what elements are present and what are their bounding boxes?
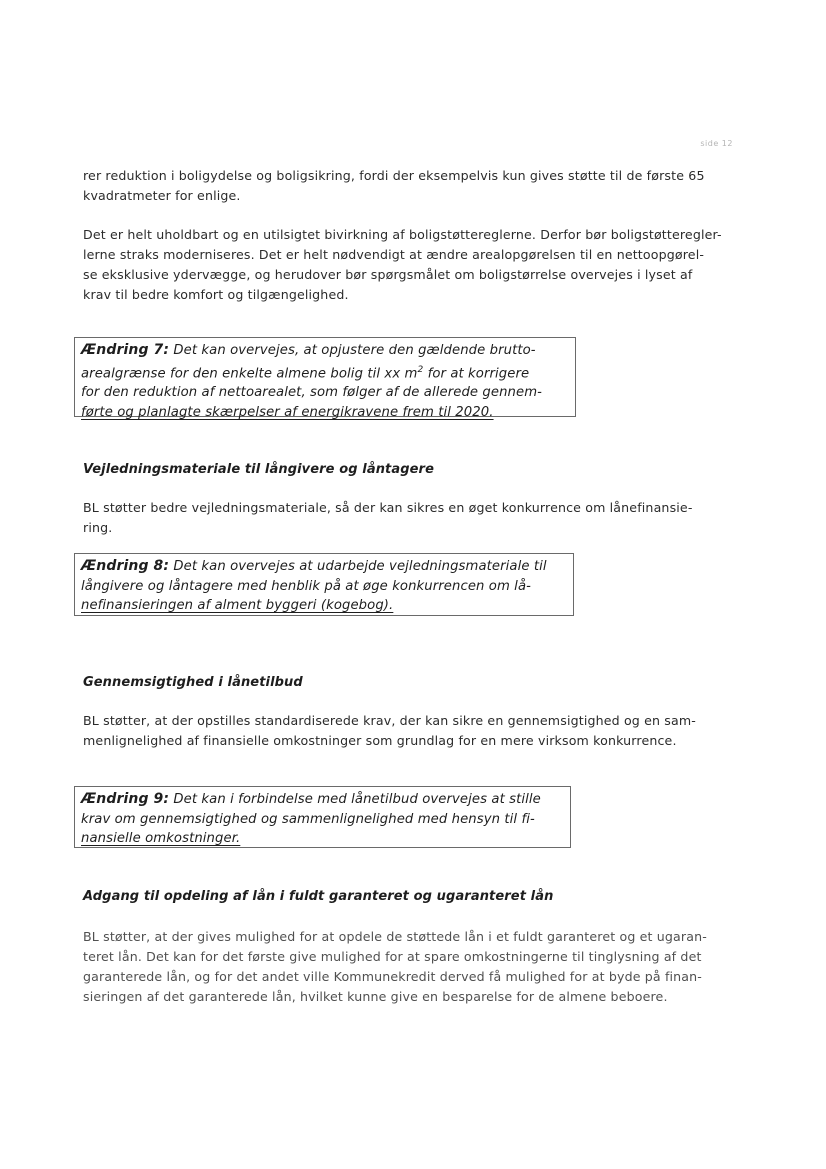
page-number: side 12 — [700, 139, 733, 148]
paragraph-gennemsigtighed — [83, 711, 727, 751]
amendment-line: krav om gennemsigtighed og sammenlignelighed med hensyn til fi- — [81, 811, 535, 827]
text-line: lerne straks moderniseres. Det er helt nødvendigt at ændre arealopgørelsen til en nettoopgørel- — [83, 247, 705, 262]
section-heading-vejledning: Vejledningsmateriale til långivere og låntagere — [83, 462, 434, 477]
amendment-line — [81, 341, 569, 361]
amendment-line: førte og planlagte skærpelser af energikravene frem til 2020. — [81, 404, 494, 420]
paragraph-vejledning — [83, 498, 727, 538]
amendment-text: Det kan overvejes, at opjustere den gældende brutto- — [173, 343, 536, 358]
amendment-line — [81, 557, 567, 577]
paragraph-boligstoette-intro — [83, 166, 727, 206]
amendment-line — [81, 361, 569, 384]
superscript: 2 — [417, 364, 424, 375]
amendment-text: arealgrænse for den enkelte almene bolig til xx m — [81, 365, 418, 381]
text-line: ring. — [83, 520, 113, 535]
amendment-line — [81, 790, 564, 810]
amendment-line: långivere og låntagere med henblik på at øge konkurrencen om lå- — [81, 578, 531, 594]
amendment-box-7 — [74, 337, 576, 420]
text-line: kvadratmeter for enlige. — [83, 188, 241, 203]
paragraph-boligstoette-reform — [83, 225, 727, 305]
amendment-line: nefinansieringen af alment byggeri (kogebog). — [81, 598, 394, 613]
text-line: rer reduktion i boligydelse og boligsikring, fordi der eksempelvis kun gives støtte til de første 65 — [83, 168, 705, 183]
amendment-box-9 — [74, 786, 571, 848]
text-line: BL støtter, at der opstilles standardiserede krav, der kan sikre en gennemsigtighed og en sam- — [83, 713, 696, 728]
section-heading-opdeling-af-laan: Adgang til opdeling af lån i fuldt garanteret og ugaranteret lån — [83, 889, 554, 904]
text-line: Det er helt uholdbart og en utilsigtet bivirkning af boligstøttereglerne. Derfor bør boligstøtteregler- — [83, 227, 722, 242]
paragraph-opdeling-af-laan — [83, 927, 727, 1007]
text-line: sieringen af det garanterede lån, hvilket kunne give en besparelse for de almene beboere. — [83, 989, 668, 1004]
amendment-label: Ændring 9: — [81, 791, 170, 807]
text-line: se eksklusive ydervægge, og herudover bør spørgsmålet om boligstørrelse overvejes i lyset af — [83, 267, 693, 282]
amendment-text: for at korrigere — [423, 365, 530, 381]
amendment-label: Ændring 8: — [81, 558, 170, 574]
text-line: BL støtter, at der gives mulighed for at opdele de støttede lån i et fuldt garanteret og et ugaran- — [83, 929, 707, 944]
text-line: BL støtter bedre vejledningsmateriale, så der kan sikres en øget konkurrence om lånefinansie- — [83, 500, 693, 515]
amendment-line: for den reduktion af nettoarealet, som følger af de allerede gennem- — [81, 385, 543, 401]
amendment-text: Det kan overvejes at udarbejde vejledningsmateriale til — [173, 559, 547, 574]
text-line: menlignelighed af finansielle omkostninger som grundlag for en mere virksom konkurrence. — [83, 733, 677, 748]
text-line: garanterede lån, og for det andet ville Kommunekredit derved få mulighed for at byde på finan- — [83, 969, 703, 984]
amendment-label: Ændring 7: — [81, 342, 170, 358]
text-line: krav til bedre komfort og tilgængelighed. — [83, 287, 349, 302]
text-line: teret lån. Det kan for det første give mulighed for at spare omkostningerne til tinglysning af det — [83, 949, 702, 964]
amendment-text: Det kan i forbindelse med lånetilbud overvejes at stille — [173, 792, 541, 807]
amendment-line: nansielle omkostninger. — [81, 831, 241, 846]
amendment-box-8 — [74, 553, 574, 616]
section-heading-gennemsigtighed: Gennemsigtighed i lånetilbud — [83, 675, 303, 690]
